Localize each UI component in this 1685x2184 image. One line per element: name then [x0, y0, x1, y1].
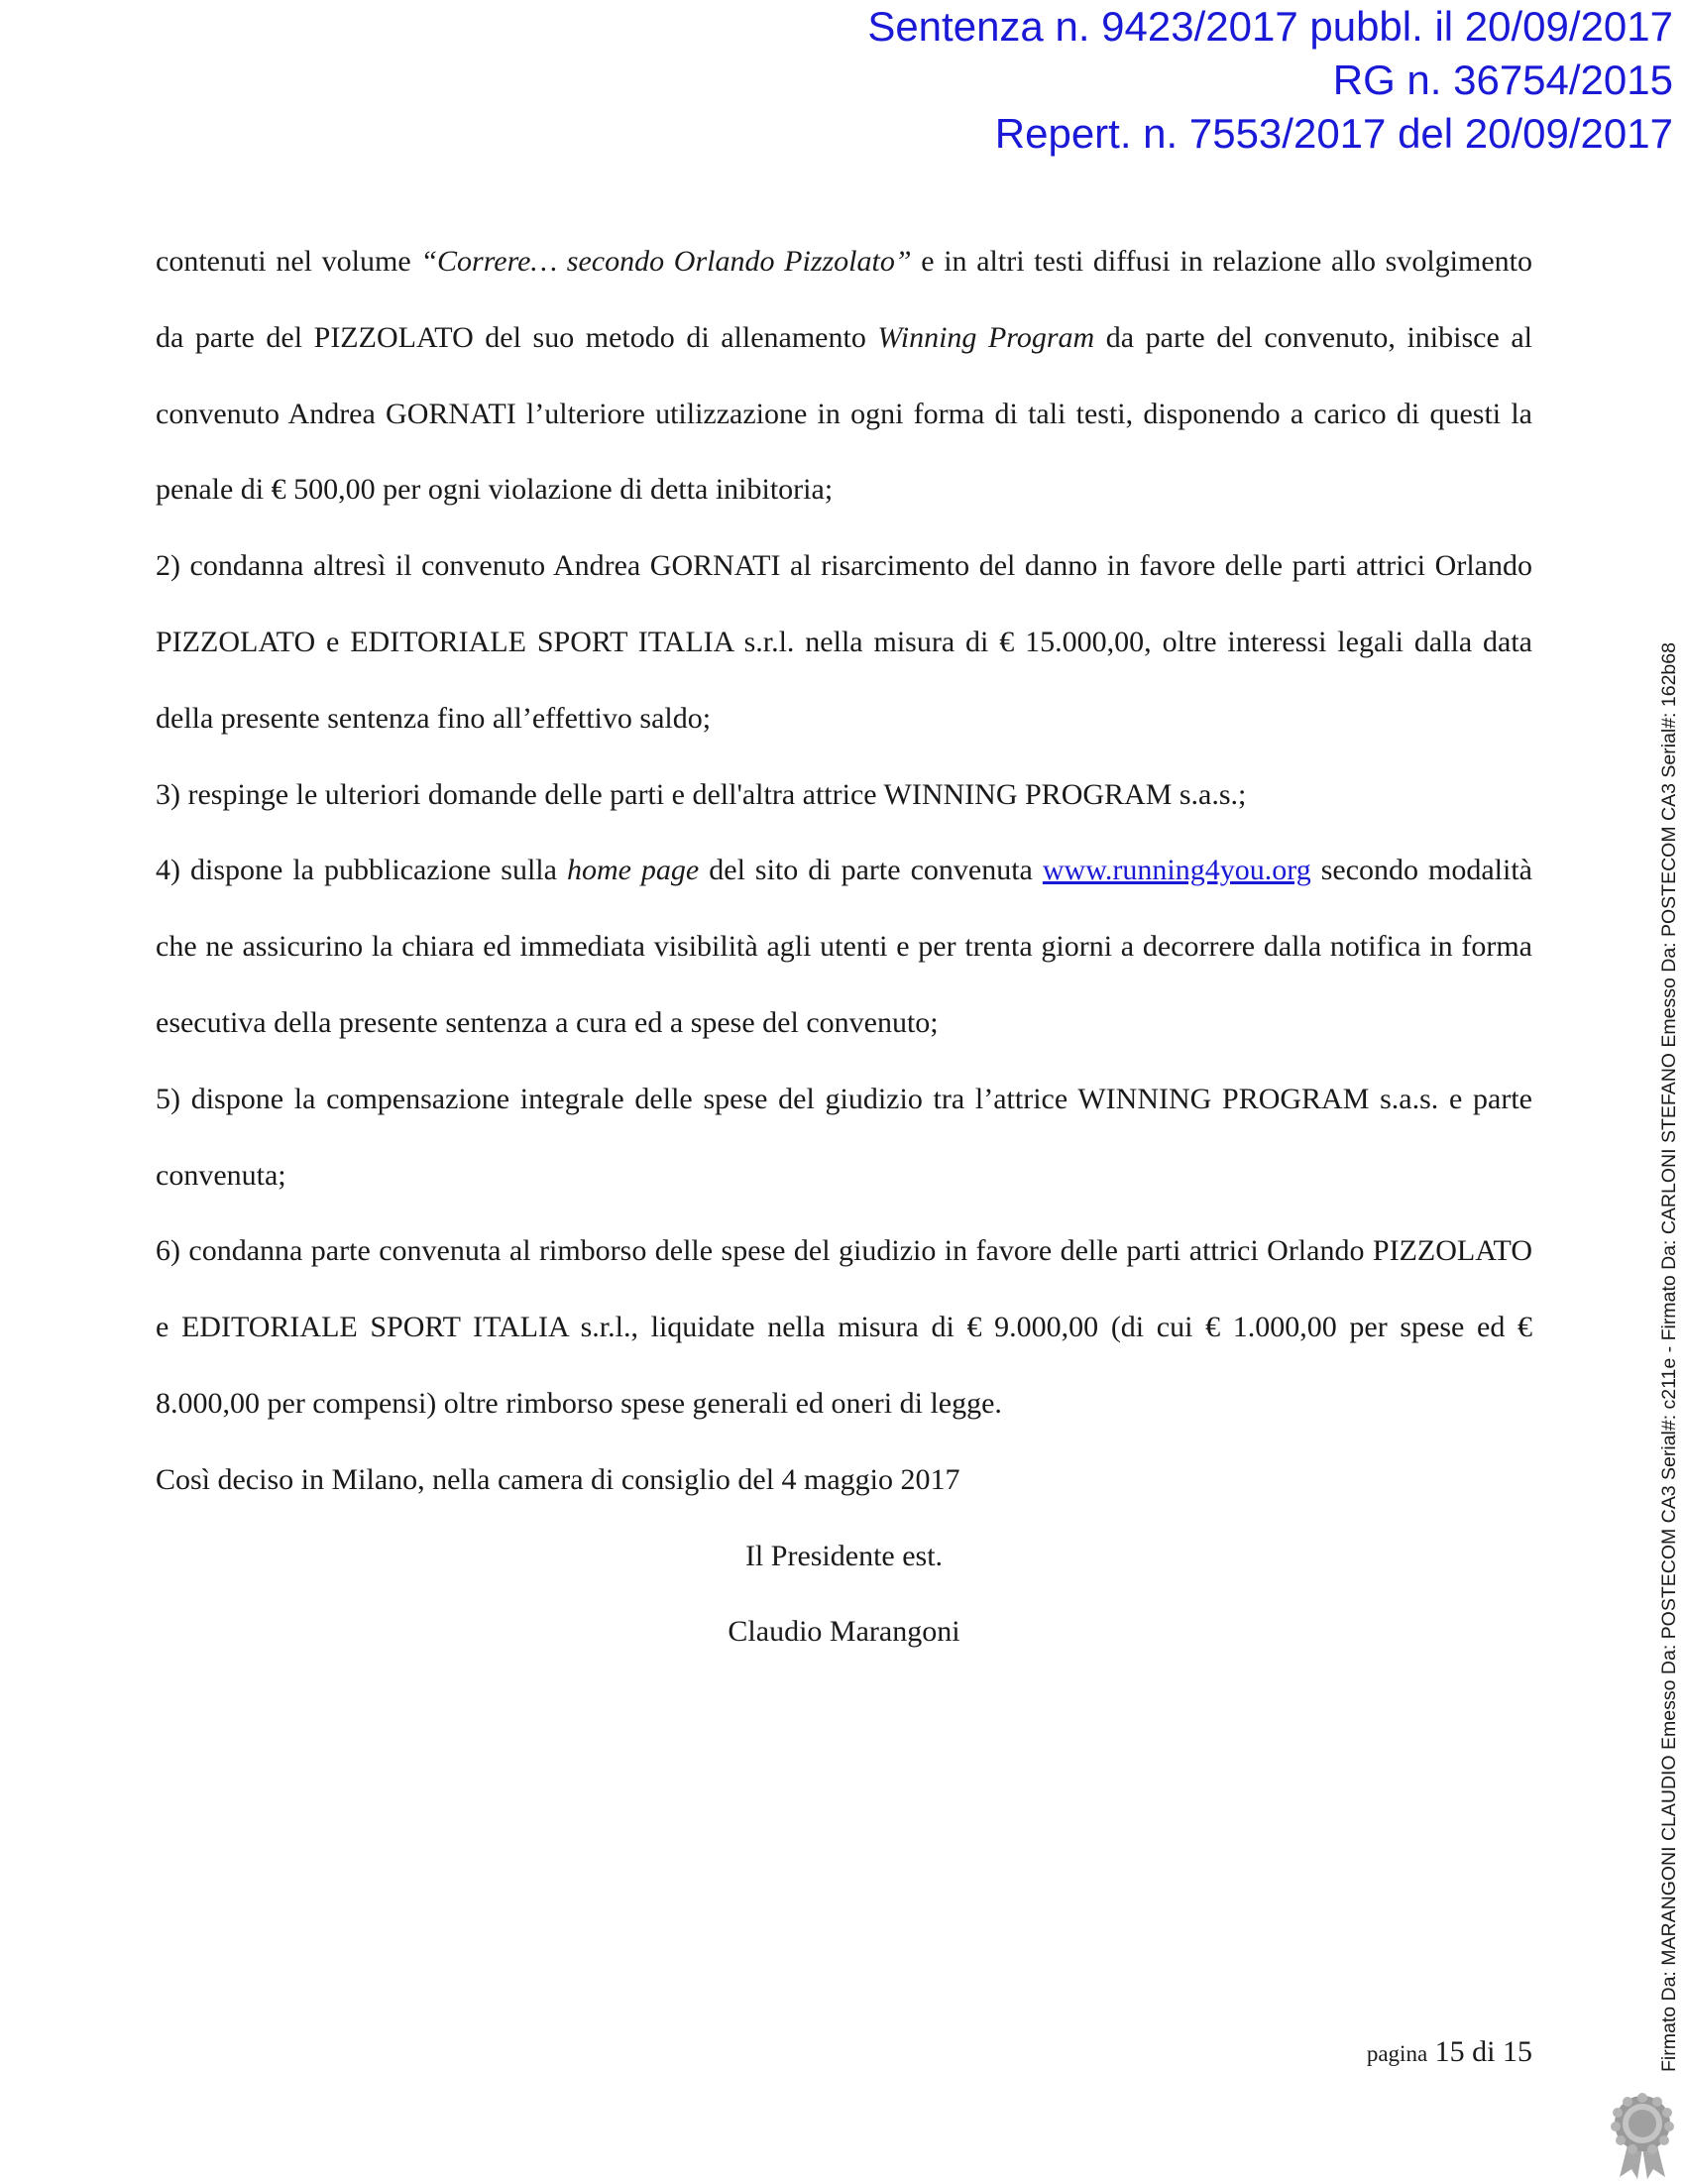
paragraph-4 — [156, 833, 1532, 1061]
president-name: Claudio Marangoni — [728, 1615, 960, 1649]
stamp-sentenza: Sentenza n. 9423/2017 pubbl. il 20/09/2017 — [867, 3, 1673, 50]
digital-signature-text: Firmato Da: MARANGONI CLAUDIO Emesso Da: POSTECOM CA3 Serial#: c211e - Firmato Da: CARLONI STEFANO Emesso Da: POSTECOM CA3 Serial#: 162b68 — [1658, 642, 1680, 2072]
paragraph-4-text-a: 4) dispone la pubblicazione sulla — [156, 854, 567, 887]
registry-stamp — [867, 0, 1673, 161]
page-separator: di — [1472, 2035, 1496, 2068]
president-title: Il Presidente est. — [744, 1539, 944, 1572]
website-link[interactable]: www.running4you.org — [1042, 854, 1311, 887]
paragraph-4-text-b: del sito di parte convenuta — [699, 854, 1043, 887]
page-number — [1367, 2034, 1532, 2072]
page-total: 15 — [1503, 2035, 1532, 2068]
stamp-rg: RG n. 36754/2015 — [1332, 57, 1673, 103]
paragraph-1-text-c: da parte del convenuto, inibisce al convenuto Andrea GORNATI l’ulteriore utilizzazione in ogni forma di tali testi, disponendo a carico di questi la penale di € 500,00 per ogni violazione di detta inibitoria; — [156, 320, 1532, 507]
home-page-term: home page — [566, 854, 700, 887]
method-name: Winning Program — [877, 320, 1095, 354]
paragraph-1-text-a: contenuti nel volume — [156, 245, 421, 278]
closing-line: Così deciso in Milano, nella camera di consiglio del 4 maggio 2017 — [156, 1462, 960, 1496]
page-current: 15 — [1434, 2035, 1465, 2068]
paragraph-2: 2) condanna altresì il convenuto Andrea GORNATI al risarcimento del danno in favore delle parti attrici Orlando PIZZOLATO e EDITORIALE SPORT ITALIA s.r.l. nella misura di € 15.000,00, oltre interessi legali dalla data della presente sentenza fino all’effettivo saldo; — [156, 549, 1532, 735]
paragraph-4-text-c: secondo modalità che ne assicurino la chiara ed immediata visibilità agli utenti e per trenta giorni a decorrere dalla notifica in forma esecutiva della presente sentenza a cura ed a spese del convenuto; — [156, 854, 1532, 1039]
book-title: “Correre… secondo Orlando Pizzolato” — [420, 245, 912, 278]
paragraph-3: 3) respinge le ulteriori domande delle parti e dell'altra attrice WINNING PROGRAM s.a.s.; — [156, 777, 1247, 811]
paragraph-5: 5) dispone la compensazione integrale delle spese del giudizio tra l’attrice WINNING PROGRAM s.a.s. e parte convenuta; — [156, 1082, 1532, 1192]
page-word: pagina — [1366, 2041, 1428, 2066]
document-body — [156, 224, 1532, 1670]
paragraph-1 — [156, 224, 1532, 528]
paragraph-1-text-b: e in altri testi diffusi in relazione allo svolgimento da parte del PIZZOLATO del suo metodo di allenamento — [156, 245, 1532, 354]
rosette-seal-icon — [1608, 2092, 1677, 2179]
stamp-repert: Repert. n. 7553/2017 del 20/09/2017 — [994, 110, 1673, 157]
paragraph-6: 6) condanna parte convenuta al rimborso delle spese del giudizio in favore delle parti attrici Orlando PIZZOLATO e EDITORIALE SPORT ITALIA s.r.l., liquidate nella misura di € 9.000,00 (di cui € 1.000,00 per spese ed € 8.000,00 per compensi) oltre rimborso spese generali ed oneri di legge. — [156, 1234, 1532, 1420]
